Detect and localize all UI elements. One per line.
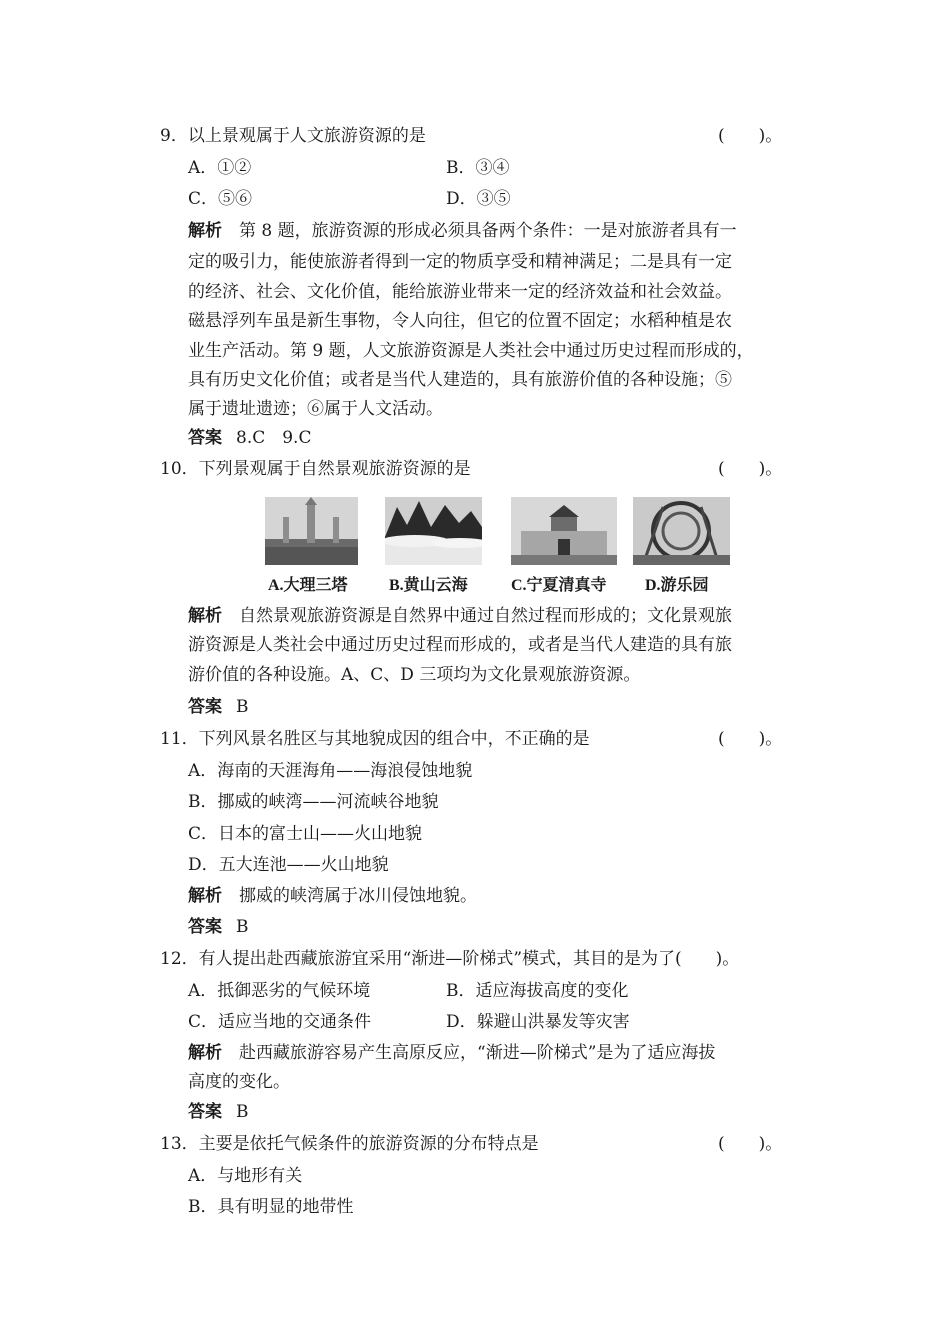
q10-answer <box>188 696 813 718</box>
q11-option-c: C．日本的富士山——火山地貌 <box>188 824 423 844</box>
image-caption-b: B.黄山云海 <box>389 577 468 594</box>
q11-answer <box>188 916 813 938</box>
answer-value: B <box>236 1102 249 1122</box>
q11-option-a: A．海南的天涯海角——海浪侵蚀地貌 <box>188 761 473 781</box>
question-13-stem: 13．主要是依托气候条件的旅游资源的分布特点是 <box>160 1134 539 1154</box>
question-10-stem: 10．下列景观属于自然景观旅游资源的是 <box>160 459 471 479</box>
q9-option-a: A．①② <box>188 158 252 178</box>
q9-answer <box>188 427 813 449</box>
explanation-label: 解析 <box>188 606 222 626</box>
q10-explanation-line: 解析 自然景观旅游资源是自然界中通过自然过程而形成的；文化景观旅 <box>188 606 732 626</box>
ningxia-mosque-photo <box>511 497 617 565</box>
q12-option-a: A．抵御恶劣的气候环境 <box>188 981 371 1001</box>
question-11-stem: 11．下列风景名胜区与其地貌成因的组合中，不正确的是 <box>160 729 590 749</box>
q9-explanation-line: 解析 第 8 题，旅游资源的形成必须具备两个条件：一是对旅游者具有一 <box>188 221 737 241</box>
q9-option-d: D．③⑤ <box>446 189 511 209</box>
q9-explanation-line: 业生产活动。第 9 题，人文旅游资源是人类社会中通过历史过程而形成的， <box>188 341 754 361</box>
huangshan-cloud-sea-photo <box>385 497 482 565</box>
q11-option-b: B．挪威的峡湾——河流峡谷地貌 <box>188 792 439 812</box>
answer-label: 答案 <box>188 1102 222 1122</box>
q9-option-b: B．③④ <box>446 158 510 178</box>
answer-value: 8.C 9.C <box>236 428 312 448</box>
q9-explanation-line: 具有历史文化价值；或者是当代人建造的，具有旅游价值的各种设施；⑤ <box>188 370 732 390</box>
answer-label: 答案 <box>188 917 222 937</box>
q13-option-b: B．具有明显的地带性 <box>188 1197 354 1217</box>
q11-explanation-line: 解析 挪威的峡湾属于冰川侵蚀地貌。 <box>188 886 477 906</box>
q13-option-a: A．与地形有关 <box>188 1166 303 1186</box>
q9-option-c: C．⑤⑥ <box>188 189 253 209</box>
dali-three-pagodas-photo <box>265 497 358 565</box>
q9-explanation-line: 属于遗址遗迹；⑥属于人文活动。 <box>188 399 443 419</box>
explanation-label: 解析 <box>188 886 222 906</box>
question-12-stem: 12．有人提出赴西藏旅游宜采用“渐进—阶梯式”模式，其目的是为了( )。 <box>160 949 740 969</box>
question-11-paren: ( )。 <box>718 729 783 749</box>
answer-value: B <box>236 697 249 717</box>
answer-value: B <box>236 917 249 937</box>
q9-explanation-line: 定的吸引力，能使旅游者得到一定的物质享受和精神满足；二是具有一定 <box>188 252 732 272</box>
q10-explanation-line: 游资源是人类社会中通过历史过程而形成的，或者是当代人建造的具有旅 <box>188 635 732 655</box>
image-caption-d: D.游乐园 <box>645 577 709 594</box>
explanation-label: 解析 <box>188 1043 222 1063</box>
q12-explanation-line: 解析 赴西藏旅游容易产生高原反应，“渐进—阶梯式”是为了适应海拔 <box>188 1043 716 1063</box>
q10-explanation-line: 游价值的各种设施。A、C、D 三项均为文化景观旅游资源。 <box>188 665 641 685</box>
image-caption-a: A.大理三塔 <box>268 577 348 594</box>
answer-label: 答案 <box>188 428 222 448</box>
q9-explanation-line: 的经济、社会、文化价值，能给旅游业带来一定的经济效益和社会效益。 <box>188 282 732 302</box>
q12-answer <box>188 1101 813 1123</box>
q11-option-d: D．五大连池——火山地貌 <box>188 855 389 875</box>
image-caption-c: C.宁夏清真寺 <box>511 577 607 594</box>
q12-option-c: C．适应当地的交通条件 <box>188 1012 372 1032</box>
question-9-stem: 9．以上景观属于人文旅游资源的是 <box>160 126 426 146</box>
q12-option-b: B．适应海拔高度的变化 <box>446 981 629 1001</box>
amusement-park-photo <box>633 497 730 565</box>
question-13-paren: ( )。 <box>718 1134 783 1154</box>
q9-explanation-line: 磁悬浮列车虽是新生事物，令人向往，但它的位置不固定；水稻种植是农 <box>188 311 732 331</box>
q12-option-d: D．躲避山洪暴发等灾害 <box>446 1012 630 1032</box>
question-10-paren: ( )。 <box>718 459 783 479</box>
explanation-label: 解析 <box>188 221 222 241</box>
question-9-paren: ( )。 <box>718 126 783 146</box>
answer-label: 答案 <box>188 697 222 717</box>
q12-explanation-line: 高度的变化。 <box>188 1072 290 1092</box>
